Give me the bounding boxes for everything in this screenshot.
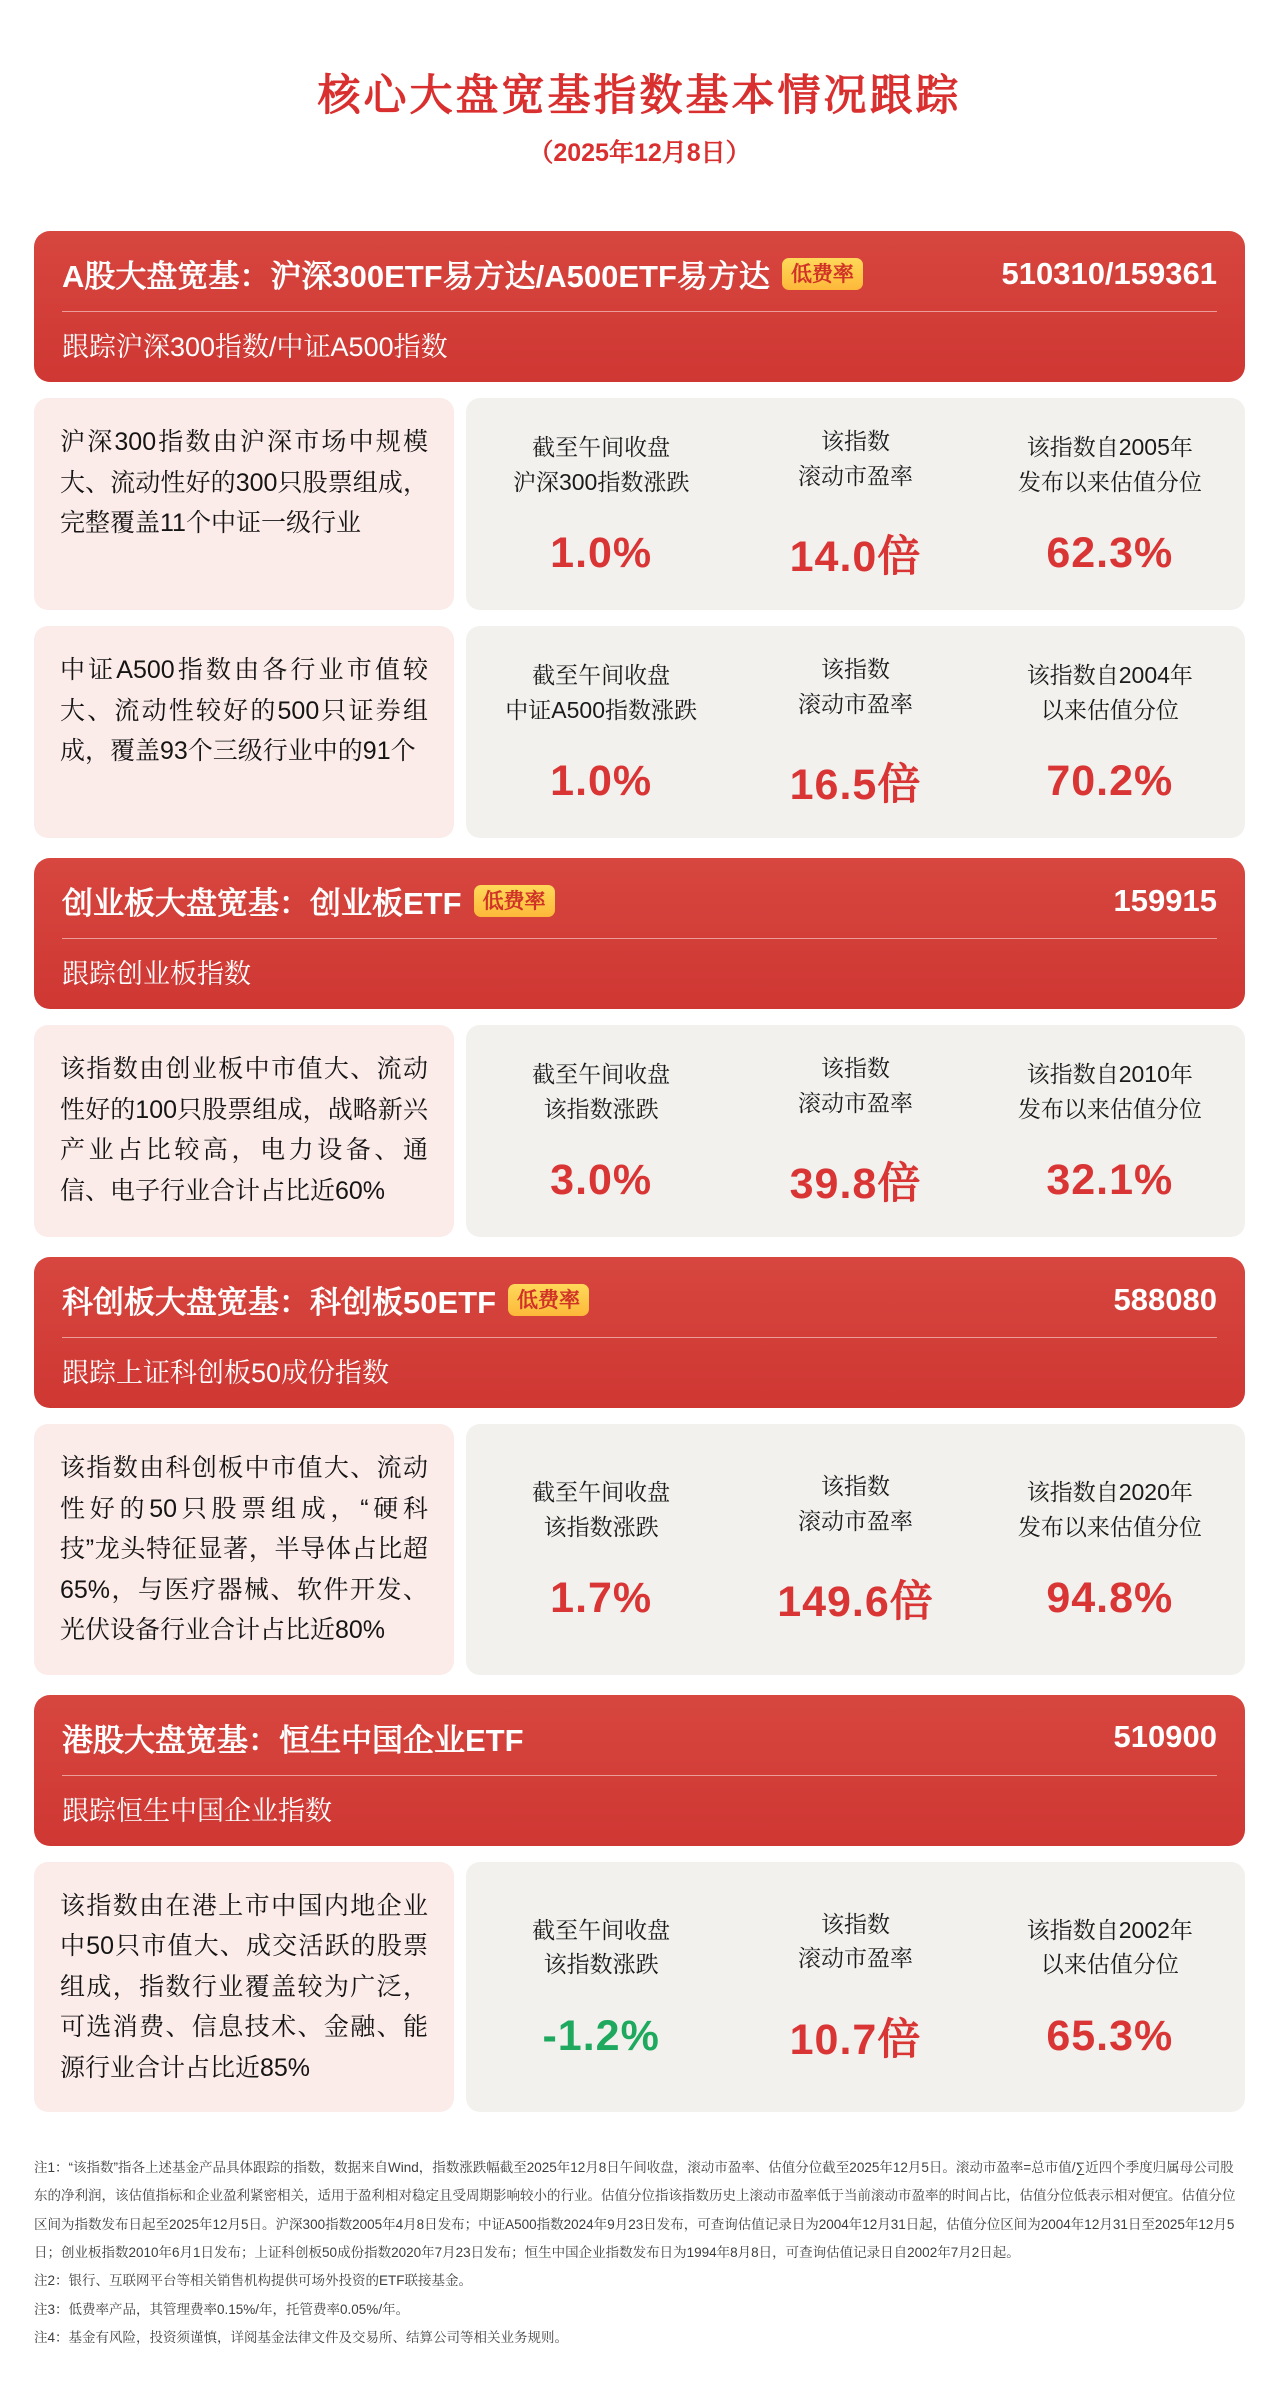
metric-value: 70.2% bbox=[1046, 757, 1174, 805]
metric-value: 94.8% bbox=[1046, 1574, 1174, 1623]
metric-label: 截至午间收盘 该指数涨跌 bbox=[532, 1916, 671, 1978]
divider bbox=[62, 1337, 1217, 1338]
footnote-2: 注2：银行、互联网平台等相关销售机构提供可场外投资的ETF联接基金。 bbox=[34, 2273, 473, 2289]
metric-change bbox=[474, 1051, 728, 1211]
metric-value-negative: -1.2% bbox=[542, 2011, 660, 2060]
metric-label: 截至午间收盘 中证A500指数涨跌 bbox=[505, 662, 698, 723]
metrics-panel bbox=[466, 398, 1245, 610]
metric-label: 该指数 滚动市盈率 bbox=[797, 1473, 913, 1534]
metric-value: 62.3% bbox=[1046, 529, 1174, 577]
index-description: 该指数由创业板中市值大、流动性好的100只股票组成，战略新兴产业占比较高，电力设备、通信、电子行业合计占比近60% bbox=[34, 1025, 454, 1237]
metric-pe bbox=[728, 1888, 982, 2087]
section-title: A股大盘宽基：沪深300ETF易方达/A500ETF易方达 bbox=[62, 259, 770, 294]
metric-label: 该指数自2002年 以来估值分位 bbox=[1026, 1916, 1193, 1978]
tracking-label: 跟踪恒生中国企业指数 bbox=[62, 1795, 332, 1826]
metric-label: 截至午间收盘 该指数涨跌 bbox=[532, 1061, 671, 1122]
low-fee-badge: 低费率 bbox=[508, 1284, 589, 1316]
metrics-panel bbox=[466, 1025, 1245, 1237]
section-title-group bbox=[62, 1715, 524, 1760]
tracking-label: 跟踪上证科创板50成份指数 bbox=[62, 1358, 390, 1388]
metric-pe bbox=[728, 1051, 982, 1211]
metric-value: 16.5倍 bbox=[789, 761, 922, 809]
section-header-a-share bbox=[34, 231, 1245, 382]
footnote-4: 注4：基金有风险，投资须谨慎，详阅基金法律文件及交易所、结算公司等相关业务规则。 bbox=[34, 2330, 569, 2346]
metric-label: 该指数 滚动市盈率 bbox=[797, 1055, 913, 1116]
metric-value: 65.3% bbox=[1046, 2011, 1174, 2060]
metric-value: 1.0% bbox=[550, 529, 653, 577]
metric-label: 截至午间收盘 该指数涨跌 bbox=[532, 1479, 671, 1540]
index-row-hs300 bbox=[34, 398, 1245, 610]
metrics-panel bbox=[466, 1424, 1245, 1675]
divider bbox=[62, 938, 1217, 939]
index-row-a500 bbox=[34, 626, 1245, 838]
metric-percentile bbox=[983, 652, 1237, 812]
divider bbox=[62, 311, 1217, 312]
metric-label: 该指数自2020年 发布以来估值分位 bbox=[1017, 1479, 1202, 1540]
metric-label: 该指数自2005年 发布以来估值分位 bbox=[1017, 434, 1202, 495]
metric-percentile bbox=[983, 1450, 1237, 1649]
page-title: 核心大盘宽基指数基本情况跟踪 bbox=[317, 72, 962, 120]
tracking-label: 跟踪沪深300指数/中证A500指数 bbox=[62, 332, 448, 362]
metric-pe bbox=[728, 1450, 982, 1649]
section-header-star50 bbox=[34, 1257, 1245, 1408]
fund-code: 510310/159361 bbox=[1001, 255, 1217, 291]
section-title-group bbox=[62, 251, 863, 296]
metrics-panel bbox=[466, 1862, 1245, 2113]
footnote-3: 注3：低费率产品，其管理费率0.15%/年，托管费率0.05%/年。 bbox=[34, 2301, 410, 2317]
footnotes bbox=[34, 2154, 1245, 2352]
metric-change bbox=[474, 1450, 728, 1649]
section-header-row bbox=[62, 1277, 1217, 1322]
divider bbox=[62, 1775, 1217, 1776]
index-row-star50 bbox=[34, 1424, 1245, 1675]
metric-value: 10.7倍 bbox=[789, 2015, 922, 2064]
section-header-row bbox=[62, 878, 1217, 923]
tracking-label: 跟踪创业板指数 bbox=[62, 959, 251, 989]
metric-label: 该指数自2010年 发布以来估值分位 bbox=[1017, 1061, 1202, 1122]
section-title: 创业板大盘宽基：创业板ETF bbox=[62, 886, 462, 921]
metric-change bbox=[474, 1888, 728, 2087]
metric-change bbox=[474, 652, 728, 812]
metric-value: 3.0% bbox=[550, 1156, 653, 1204]
low-fee-badge: 低费率 bbox=[782, 258, 863, 290]
section-header-chinext bbox=[34, 858, 1245, 1009]
section-title-group bbox=[62, 878, 555, 923]
page-date: （2025年12月8日） bbox=[528, 139, 751, 167]
section-header-row bbox=[62, 251, 1217, 296]
metric-label: 截至午间收盘 沪深300指数涨跌 bbox=[512, 434, 690, 495]
metric-label: 该指数 滚动市盈率 bbox=[797, 428, 913, 489]
metric-percentile bbox=[983, 424, 1237, 584]
index-description: 中证A500指数由各行业市值较大、流动性较好的500只证券组成，覆盖93个三级行业中的91个 bbox=[34, 626, 454, 838]
metric-change bbox=[474, 424, 728, 584]
index-description: 该指数由在港上市中国内地企业中50只市值大、成交活跃的股票组成，指数行业覆盖较为广泛，可选消费、信息技术、金融、能源行业合计占比近85% bbox=[34, 1862, 454, 2113]
metric-value: 1.0% bbox=[550, 757, 653, 805]
section-title: 港股大盘宽基：恒生中国企业ETF bbox=[62, 1722, 524, 1758]
fund-code: 159915 bbox=[1113, 882, 1217, 918]
footnote-1: 注1：“该指数”指各上述基金产品具体跟踪的指数，数据来自Wind，指数涨跌幅截至2025年12月8日午间收盘，滚动市盈率、估值分位截至2025年12月5日。滚动市盈率=总市值/∑近四个季度归属母公司股东的净利润，该估值指标和企业盈利紧密相关，适用于盈利相对稳定且受周期影响较小的行业。估值分位指该指数历史上滚动市盈率低于当前滚动市盈率的时间占比，估值分位低表示相对便宜。估值分位区间为指数发布日起至2025年12月5日。沪深300指数2005年4月8日发布；中证A500指数2024年9月23日发布，可查询估值记录日为2004年12月31日起，估值分位区间为2004年12月31日至2025年12月5日；创业板指数2010年6月1日发布；上证科创板50成份指数2020年7月23日发布；恒生中国企业指数发布日为1994年8月8日，可查询估值记录日自2002年7月2日起。 bbox=[34, 2160, 1236, 2261]
fund-code: 588080 bbox=[1113, 1281, 1217, 1317]
metric-value: 14.0倍 bbox=[789, 533, 922, 581]
metric-value: 1.7% bbox=[550, 1574, 653, 1623]
metric-label: 该指数 滚动市盈率 bbox=[797, 1910, 913, 1972]
fund-code: 510900 bbox=[1113, 1719, 1217, 1754]
metric-value: 32.1% bbox=[1046, 1156, 1174, 1204]
metric-value: 39.8倍 bbox=[789, 1160, 922, 1208]
index-row-chinext bbox=[34, 1025, 1245, 1237]
section-title: 科创板大盘宽基：科创板50ETF bbox=[62, 1285, 497, 1320]
section-header-hk bbox=[34, 1695, 1245, 1846]
section-title-group bbox=[62, 1277, 589, 1322]
index-description: 沪深300指数由沪深市场中规模大、流动性好的300只股票组成，完整覆盖11个中证一级行业 bbox=[34, 398, 454, 610]
metric-label: 该指数自2004年 以来估值分位 bbox=[1026, 662, 1193, 723]
index-description: 该指数由科创板中市值大、流动性好的50只股票组成，“硬科技”龙头特征显著，半导体占比超65%，与医疗器械、软件开发、光伏设备行业合计占比近80% bbox=[34, 1424, 454, 1675]
metric-label: 该指数 滚动市盈率 bbox=[797, 656, 913, 717]
section-header-row bbox=[62, 1715, 1217, 1760]
index-row-hscei bbox=[34, 1862, 1245, 2113]
low-fee-badge: 低费率 bbox=[474, 885, 555, 917]
metrics-panel bbox=[466, 626, 1245, 838]
metric-pe bbox=[728, 424, 982, 584]
metric-percentile bbox=[983, 1051, 1237, 1211]
metric-pe bbox=[728, 652, 982, 812]
metric-percentile bbox=[983, 1888, 1237, 2087]
metric-value: 149.6倍 bbox=[777, 1578, 934, 1627]
